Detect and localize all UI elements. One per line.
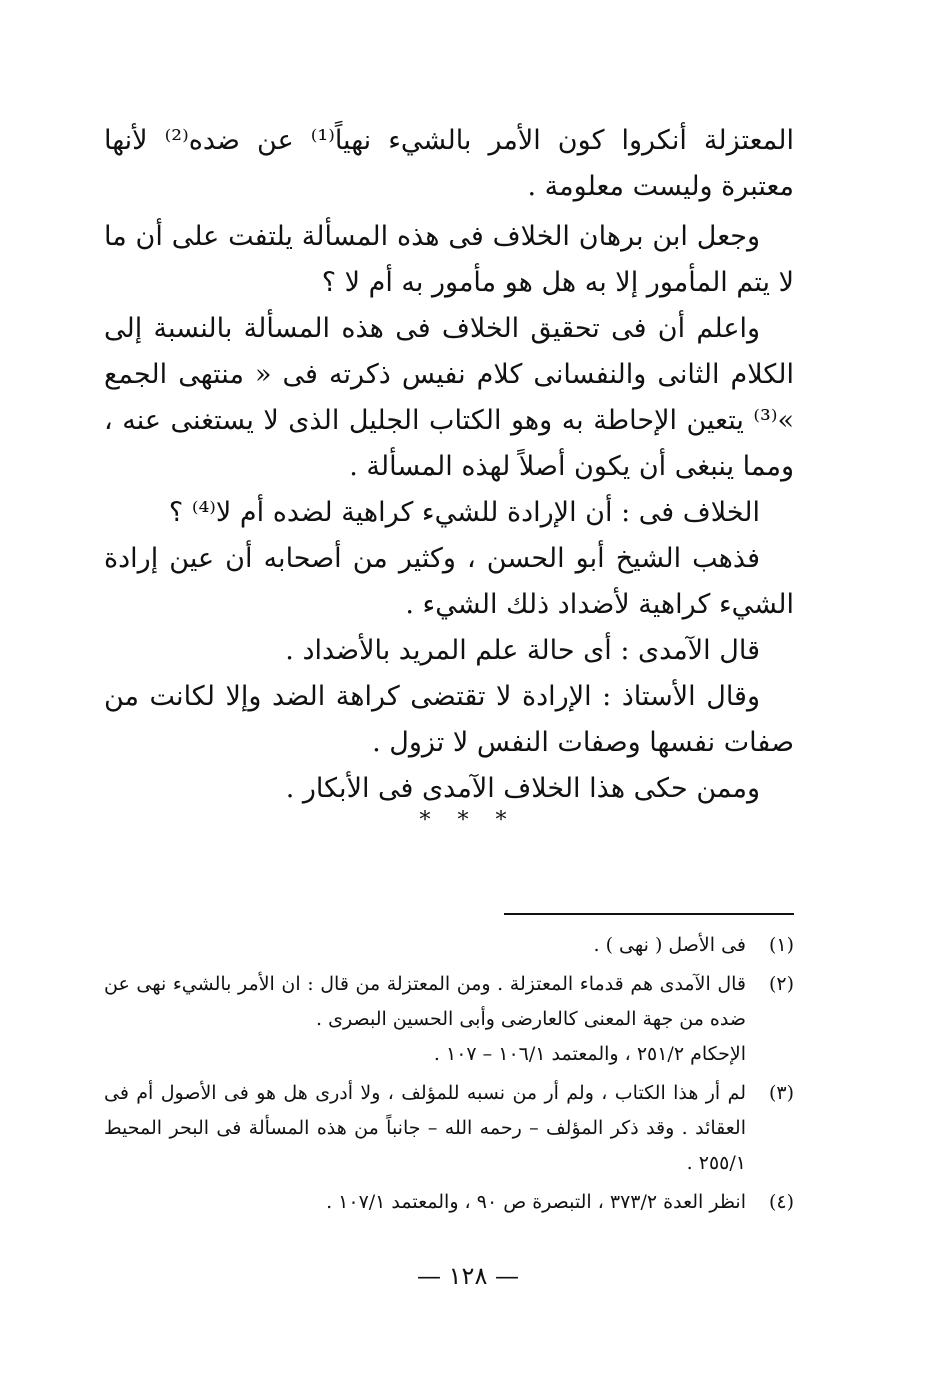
footnote-divider [504, 913, 794, 915]
paragraph-5: فذهب الشيخ أبو الحسن ، وكثير من أصحابه أن عين إرادة الشيء كراهية لأضداد ذلك الشيء . [104, 543, 794, 620]
paragraph-3: واعلم أن فى تحقيق الخلاف فى هذه المسألة بالنسبة إلى الكلام الثانى والنفسانى كلام نفيس ذكرته فى « منتهى الجمع »⁽³⁾ يتعين الإحاطة به وهو الكتاب الجليل الذى لا يستغنى عنه ، ومما ينبغى أن يكون أصلاً لهذه المسألة . [104, 313, 794, 482]
footnote-text: الإحكام ٢٥١/٢ ، والمعتمد ١٠٦/١ – ١٠٧ . [433, 1043, 746, 1065]
paragraph-2: وجعل ابن برهان الخلاف فى هذه المسألة يلتفت على أن ما لا يتم المأمور إلا به هل هو مأمور به أم لا ؟ [104, 221, 794, 298]
footnote-text: انظر العدة ٣٧٣/٢ ، التبصرة ص ٩٠ ، والمعتمد ١٠٧/١ . [326, 1191, 746, 1213]
paragraph-7: وقال الأستاذ : الإرادة لا تقتضى كراهة الضد وإلا لكانت من صفات نفسها وصفات النفس لا تزول . [104, 681, 794, 758]
paragraph-4: الخلاف فى : أن الإرادة للشيء كراهية لضده أم لا⁽⁴⁾ ؟ [168, 497, 760, 528]
paragraph-8: وممن حكى هذا الخلاف الآمدى فى الأبكار . [285, 773, 760, 804]
footnote-text: قال الآمدى هم قدماء المعتزلة . ومن المعتزلة من قال : ان الأمر بالشيء نهى عن ضده من جهة المعنى كالعارضى وأبى الحسين البصرى . [104, 973, 746, 1030]
footnote-text: فى الأصل ( نهى ) . [593, 934, 746, 956]
paragraph-1: المعتزلة أنكروا كون الأمر بالشيء نهياً⁽¹⁾ عن ضده⁽²⁾ لأنها معتبرة وليست معلومة . [104, 125, 794, 202]
paragraph-6: قال الآمدى : أى حالة علم المريد بالأضداد . [285, 635, 760, 666]
footnote-number: (٤) [768, 1191, 794, 1213]
section-separator: * * * [419, 808, 517, 833]
footnote-4 [104, 1185, 794, 1220]
footnote-2 [104, 967, 794, 1072]
footnote-number: (٣) [768, 1082, 794, 1104]
footnote-3 [104, 1076, 794, 1181]
footnote-number: (٢) [768, 973, 794, 995]
page-number: — ١٢٨ — [417, 1262, 519, 1290]
footnote-text: لم أر هذا الكتاب ، ولم أر من نسبه للمؤلف ، ولا أدرى هل هو فى الأصول أم فى العقائد . وقد ذكر المؤلف – رحمه الله – جانباً من هذه المسألة فى البحر المحيط ٢٥٥/١ . [104, 1082, 746, 1174]
footnote-1 [104, 928, 794, 963]
footnotes [104, 928, 794, 1224]
main-text [104, 118, 794, 812]
footnote-number: (١) [768, 934, 794, 956]
